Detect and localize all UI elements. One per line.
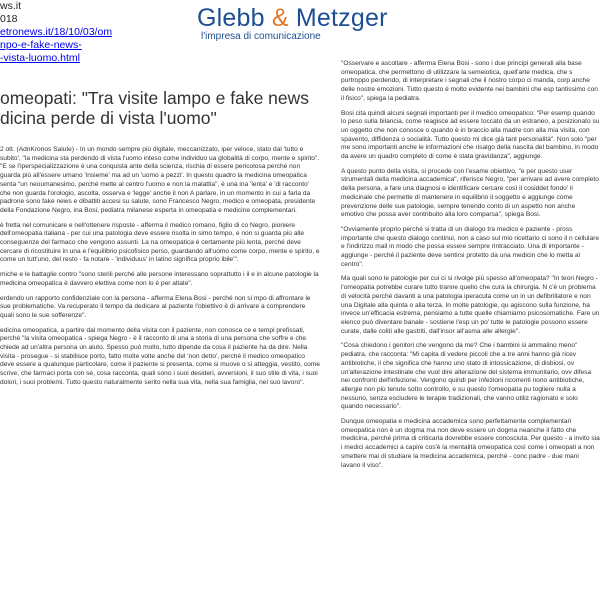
- article-headline: [0, 88, 320, 128]
- article-paragraph: edicina omeopatica, a partire dal momento della visita con il paziente, non conosce ce e tempi prefissati, perché "la visita omeopatica - spiega Negro - è il racconto di una a storia di una persona che soffre e che chiede ad un'altra persona un aiuto. Spesso può molto, tutto dipende da cosa il paziente ha da dire. Nella visita - prosegue - si stabilisce porto, fatto molte volte anche del 'non detto', perché il medico omeopatico deve essere a qualunque particolare, come il paziente si presenta, come si muove o si atteggia, vestito, come scrive, che farmaci porta con sé, cosa racconta, quali sono i suoi desideri, avversioni, il suo stile di vita, i suoi dolori, i suoi problemi. Tutto questo naturalmente serito nella sua vita, nella sua famiglia, nel suo lavoro".: [0, 326, 320, 386]
- headline-line-2: dicina perde di vista l'uomo": [0, 108, 217, 128]
- article-paragraph: "Osservare e ascoltare - afferma Elena Bosi - sono i due principi generali alla base omeopatica, che permettono di utilizzare la semeiotica, quell'arte medica, che s purtroppo perdendo, di interpretare i segnali che il nostro corpo ci manda, corp anche delle nostre emozioni. Tutto questo è molto evidente nei bambini che esp tantissimo con il fisico", spiega la pediatra.: [341, 60, 598, 102]
- article-paragraph: è fretta nel comunicare e nell'ottenere risposte - afferma il medico romano, figlio di co Negro, pioniere dell'omeopatia italiana - per cui una patologia deve essere risolta in simo tempo, e non si guarda più alle conseguenze del farmaco che vengono assunti. La na omeopatica è certamente più lenta, perché deve cercare di ricostituire in una e l'equilibrio psicofisico perso, guardando all'uomo come corpo, mente e spirito, e come un tutt'uno, del resto - fa notare - 'individuus' in latino significa proprio ibile'".: [0, 221, 320, 264]
- source-link-line-3[interactable]: -vista-luomo.html: [0, 52, 80, 64]
- source-site: ws.it: [0, 0, 21, 12]
- logo-ampersand: &: [271, 4, 289, 32]
- source-link-line-2[interactable]: npo-e-fake-news-: [0, 39, 82, 51]
- article-paragraph: miche e le battaglie contro "sono sterili perché alle persone interessano soprattutto i il e in alcune patologie la medicina omeopatica è davvero elettiva come non lo è per altate".: [0, 271, 319, 287]
- article-paragraph: "Ovviamente proprio perché si tratta di un dialogo tra medico e paziente - pross importante che questo dialogo continui, non a caso sul mio ricettario ci sono il n cellulare e l'indirizzo mail in modo che possa essere sempre rintracciato. Una di importante - aggiunge - perché il paziente deve sentirsi protetto da una medicin che lo metta al centro".: [341, 225, 600, 268]
- article-paragraph: "Cosa chiedono i genitori che vengono da me? Che i bambini si ammalino meno" pediatra, che racconta: "Mi capita di vedere piccoli che a tre anni hanno già ricev antibiotiche, il che significa che hanno uno stato di intossicazione, di disbiosi, ov un'alterazione intestinale che vuol dire alterazione del sistema immunitario, ovv difesa nei confronti dell'infezione. Vengono quindi per infezioni ricorrenti nono antibiotiche, allergie non più tenute sotto controllo, e su questo l'omeopatia pu togliere nulla a nessuno, senza escludere le terapie tradizionali, che vanno utiliz ragionato e solo quando necessario".: [341, 342, 592, 411]
- logo-brand-first: Glebb: [197, 4, 265, 32]
- article-column-left: [0, 146, 320, 598]
- article-paragraph: Bosi cita quindi alcuni segnali importanti per il medico omeopatico: "Per esemp quando lo peso sulla bilancia, come reagisce ad essere toccato da un estraneo, a posizionato su un oggetto che non conosce o quando è in braccio alla madre con alla mia visita, con spavento, diffidenza o socialità. Tutto questo mi dice già tant personalità". Non solo "per me sono importanti anche le informazioni che risalgo della nascita del bambino, in modo da avere un quadro completo di come è stata gravidanza", aggiunge.: [341, 109, 600, 161]
- source-info: [0, 0, 160, 65]
- headline-line-1: omeopati: "Tra visite lampo e fake news: [0, 88, 310, 108]
- logo-tagline: l'impresa di comunicazione: [201, 31, 321, 42]
- article-paragraph: Ma quali sono le patologie per cui ci si rivolge più spesso all'omeopata? "In teori Negro - l'omeopatia potrebbe curare tutto tranne quello che cura la chirurgia. N c'è un problema di velocità perché davanti a una patologia iperacuta come un in un defibrillatore e non una Digitale alla quinta o alla terza. In molte patologie, qu agiscono sulla funzione, ha invece un'efficacia estrema, pensiamo a tutte quelle chiamiamo psicosomatiche. Fare un elenco può diventare banale - sostiene l'esp un po' tutte le patologie possono essere curate, dalle coliti alle gastriti, dall'insor all'asma alle allergie".: [341, 275, 600, 335]
- source-date: 018: [0, 13, 18, 25]
- agency-logo: [197, 4, 388, 42]
- article-column-right: [341, 60, 600, 598]
- source-link-line-1[interactable]: etronews.it/18/10/03/om: [0, 26, 113, 38]
- logo-brand: [197, 4, 388, 33]
- article-paragraph: 2 ott. (AdnKronos Salute) - In un mondo sempre più digitale, meccanizzato, iper veloce, stato dal 'tutto e subito', "la medicina sta perdendo di vista l'uomo inteso come individuo ua globalità di corpo, mente e spirito". "E se l'iperspecializzazione è una conquista ante della scienza, rischia di essere pericolosa perché non guarda più all'essere umano 'insieme' ma ad un 'uomo a pezzi'. In questo quadro la medicina omeopatica senta "un neoumanesimo, perché mette al centro l'uomo e non la malattia", è una ina 'lenta' e 'di racconto' che non guarda l'orologio, ascolta, osserva e 'legge' anche il non A parlare, in un momento in cui a farla da padrone sono fake news e dibattiti accesi su salute, sono Francesco Negro, medico e omeopata, presidente della Fondazione Negro, ina Bosi, pediatra milanese esperta in omeopatia e medicine complementari.: [0, 146, 320, 214]
- article-paragraph: Dunque omeopatia e medicina accademica sono perfettamente complementari omeopatica non è un dogma ma non deve essere un dogma neanche il fatto che medicina, perché prima di criticarla dovrebbe essere conosciuta. Per questo - a invito sia i medici accademici a capire cos'è la mentalità omeopatica così come i omeopati a non smettere mai di studiare la medicina accademica, perché - conc padre - due mani lavano il viso".: [341, 418, 600, 469]
- article-paragraph: erdendo un rapporto confidenziale con la persona - afferma Elena Bosi - perché non si mpo di affrontare le sue problematiche. Va recuperato il tempo da dedicare al paziente l'obiettivo è di arrivare a comprendere quali sono le sue sofferenze".: [0, 294, 311, 319]
- logo-brand-second: Metzger: [295, 4, 388, 32]
- article-paragraph: A questo punto della visita, si procede con l'esame obiettivo, "e per questo user strumentali della medicina accademica", riferisce Negro, "per arrivare ad avere completo della persona, a fare una diagnosi e identificare cercare così il cosiddet fondo' il medicinale che permette di mantenere in equilibrio il soggetto e aggiunge come prevenzione delle sue patologie, sempre tenendo conto di un aspetto non anche emotivo che possa aver contribuito alla loro comparsa", spiega Bosi.: [341, 167, 599, 219]
